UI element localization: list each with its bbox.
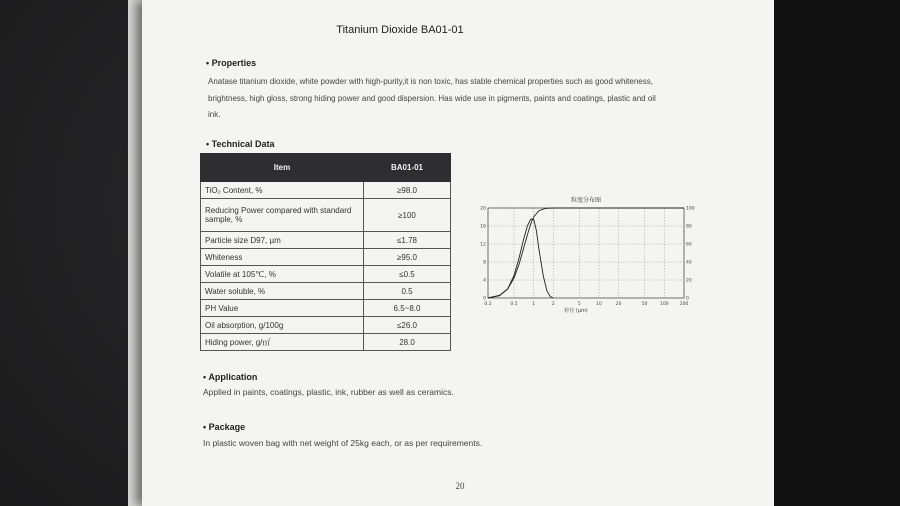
x-tick-label: 100	[660, 302, 669, 307]
series-line-cumulative	[488, 208, 684, 298]
row-label: PH Value	[201, 300, 364, 317]
table-row	[201, 317, 451, 334]
table-row	[201, 199, 451, 232]
x-tick-label: 10	[596, 302, 602, 307]
y-right-tick-label: 40	[686, 260, 692, 266]
x-tick-label: 20	[615, 302, 622, 307]
x-tick-label: 0.5	[510, 302, 518, 307]
technical-data-table	[200, 153, 451, 351]
plot-frame	[488, 208, 684, 298]
table-row	[201, 182, 451, 199]
table-row	[201, 334, 451, 351]
row-label: Volatile at 105℃, %	[201, 266, 364, 283]
table-row	[201, 283, 451, 300]
properties-line-2: brightness, high gloss, strong hiding power and good dispersion. Has wide use in pigments, paints and coatings, plastic and oil	[208, 94, 656, 103]
package-heading: • Package	[203, 422, 245, 432]
x-tick-label: 1	[532, 302, 536, 307]
row-value: ≤0.5	[364, 266, 451, 283]
table-row	[201, 249, 451, 266]
properties-heading: • Properties	[206, 58, 256, 68]
y-left-tick-label: 16	[480, 224, 486, 230]
chart-title: 粒度分布图	[570, 197, 602, 204]
row-label: TiO₂ Content, %	[201, 182, 364, 199]
y-right-tick-label: 60	[686, 242, 692, 248]
properties-line-1: Anatase titanium dioxide, white powder with high-purity,it is non toxic, has stable chemical properties such as good whiteness,	[208, 77, 653, 86]
table-row	[201, 232, 451, 249]
y-left-tick-label: 4	[483, 278, 486, 284]
x-tick-label: 2	[551, 302, 555, 307]
row-label: Water soluble, %	[201, 283, 364, 300]
x-tick-label: 5	[577, 302, 581, 307]
y-right-tick-label: 0	[686, 296, 689, 302]
row-label: Whiteness	[201, 249, 364, 266]
row-value: 6.5~8.0	[364, 300, 451, 317]
y-right-tick-label: 80	[686, 224, 692, 230]
row-value: ≥100	[364, 199, 451, 232]
properties-line-3: ink.	[208, 110, 221, 119]
row-label: Oil absorption, g/100g	[201, 317, 364, 334]
x-tick-label: 50	[641, 302, 648, 307]
y-right-tick-label: 100	[686, 206, 695, 212]
y-left-tick-label: 20	[480, 206, 486, 212]
x-axis-label: 粒径 (µm)	[564, 308, 588, 314]
row-value: 28.0	[364, 334, 451, 351]
row-value: ≤26.0	[364, 317, 451, 334]
x-tick-label: 0.2	[484, 302, 492, 307]
page-number: 20	[455, 481, 465, 491]
right-dark-area	[774, 0, 900, 506]
row-label: Reducing Power compared with standard sample, %	[201, 199, 364, 232]
row-value: 0.5	[364, 283, 451, 300]
y-left-tick-label: 0	[483, 296, 486, 302]
header-item: Item	[201, 154, 364, 182]
row-value: ≤1.78	[364, 232, 451, 249]
row-value: ≥95.0	[364, 249, 451, 266]
row-label: Particle size D97, µm	[201, 232, 364, 249]
application-text: Applied in paints, coatings, plastic, ink, rubber as well as ceramics.	[203, 387, 454, 397]
table-row	[201, 300, 451, 317]
y-left-tick-label: 8	[483, 260, 486, 266]
particle-size-chart	[476, 190, 706, 320]
document-title: Titanium Dioxide BA01-01	[336, 24, 464, 36]
table-header-row	[201, 154, 451, 182]
y-left-tick-label: 12	[480, 242, 486, 248]
y-right-tick-label: 20	[686, 278, 692, 284]
row-label: Hiding power, g/㎡	[201, 334, 364, 351]
technical-data-heading: • Technical Data	[206, 139, 275, 149]
package-text: In plastic woven bag with net weight of 25kg each, or as per requirements.	[203, 438, 483, 448]
table-row	[201, 266, 451, 283]
application-heading: • Application	[203, 372, 257, 382]
row-value: ≥98.0	[364, 182, 451, 199]
header-grade: BA01-01	[364, 154, 451, 182]
x-tick-label: 200	[679, 302, 689, 307]
